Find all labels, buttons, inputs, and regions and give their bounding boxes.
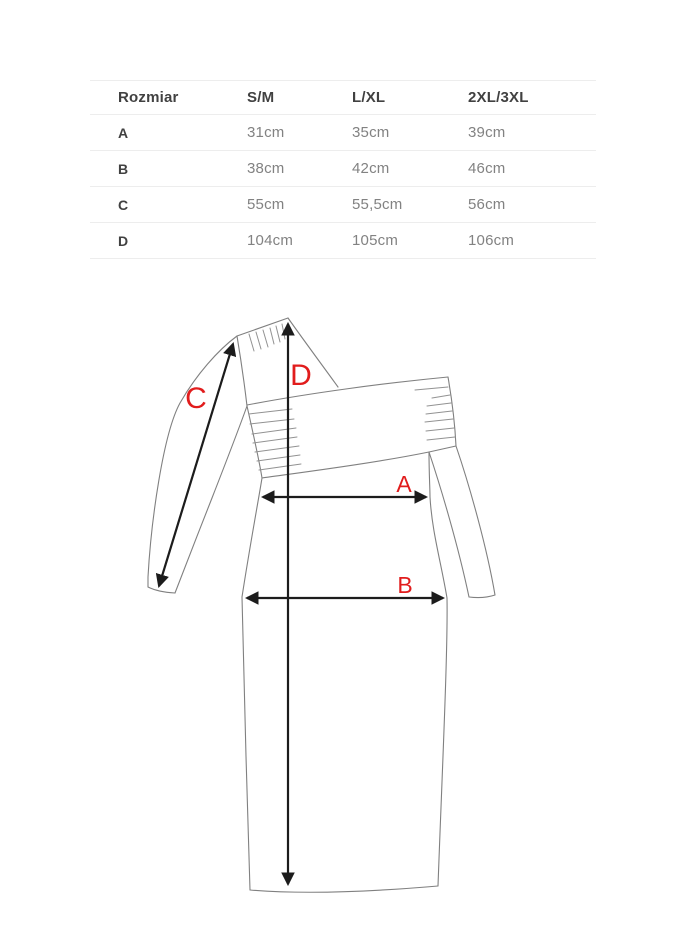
- label-b: B: [397, 572, 413, 598]
- measure-arrow-c: [159, 344, 233, 586]
- bodice-right-edge: [429, 452, 447, 598]
- label-c: C: [185, 382, 207, 415]
- table-cell: 106cm: [468, 232, 515, 249]
- right-sleeve-cuff: [469, 595, 495, 598]
- table-cell: 39cm: [468, 124, 506, 141]
- column-header-lxl: L/XL: [352, 89, 386, 106]
- table-row-label: C: [118, 196, 129, 213]
- table-cell: 55cm: [247, 196, 285, 213]
- table-row-label: D: [118, 232, 129, 249]
- right-sleeve-outer-edge: [456, 446, 495, 595]
- bodice-left-edge: [242, 406, 262, 597]
- table-cell: 104cm: [247, 232, 294, 249]
- table-row-label: B: [118, 160, 129, 177]
- column-header-2xl3xl: 2XL/3XL: [468, 89, 529, 106]
- table-cell: 31cm: [247, 124, 285, 141]
- band-top-edge: [247, 377, 448, 405]
- table-cell: 105cm: [352, 232, 399, 249]
- fabric-gather-lines: [249, 324, 455, 470]
- table-cell: 42cm: [352, 160, 390, 177]
- label-d: D: [290, 359, 312, 392]
- shoulder-top-edge: [237, 318, 288, 336]
- table-cell: 55,5cm: [352, 196, 403, 213]
- band-underarm-edge: [429, 446, 456, 452]
- table-cell: 35cm: [352, 124, 390, 141]
- column-header-sm: S/M: [247, 89, 275, 106]
- column-header-rozmiar: Rozmiar: [118, 89, 179, 106]
- left-shoulder-seam: [237, 336, 247, 406]
- right-sleeve-inner-edge: [429, 452, 469, 597]
- skirt-hem: [250, 886, 438, 892]
- table-cell: 46cm: [468, 160, 506, 177]
- table-row-label: A: [118, 124, 129, 141]
- table-cell: 38cm: [247, 160, 285, 177]
- skirt-left-edge: [242, 597, 250, 890]
- label-a: A: [396, 471, 412, 497]
- table-cell: 56cm: [468, 196, 506, 213]
- skirt-right-edge: [438, 598, 447, 886]
- left-sleeve-cuff: [148, 587, 175, 593]
